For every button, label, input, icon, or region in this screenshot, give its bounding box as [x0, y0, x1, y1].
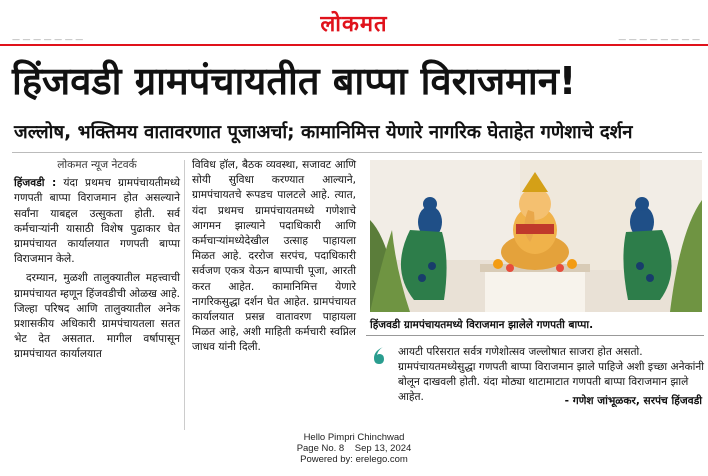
byline: लोकमत न्यूज नेटवर्क — [57, 159, 137, 171]
quote-author: - गणेश जांभूळकर, सरपंच हिंजवडी — [564, 395, 702, 407]
headline-divider — [12, 152, 702, 153]
footer-page-date: Page No. 8 Sep 13, 2024 — [296, 443, 412, 454]
column-2-text: विविध हॉल, बैठक व्यवस्था, सजावट आणि सोयी सुविधा करण्यात आल्याने, ग्रामपंचायतचे रूपडच पालटले आहे. त्यात, यंदा प्रथमच ग्रामपंचायतमध्ये गणेशाचे आगमन झाल्याने पदाधिकारी आणि कर्मचाऱ्यांमध्येदेखील उत्साह पाहायला मिळत आहे. दररोज सरपंच, पदाधिकारी सर्वजण एकत्र येऊन बाप्पाची पूजा, आरती करत आहेत. कामानिमित्त येणारे नागरिकसुद्धा दर्शन घेत आहेत. ग्रामपंचायत कार्यालयात प्रसन्न वातावरण पाहायला मिळत आहे, अशी माहिती कर्मचारी स्वप्निल जाधव यांनी दिली. — [192, 159, 356, 354]
dateline: हिंजवडी : — [14, 177, 57, 190]
article-headline: हिंजवडी ग्रामपंचायतीत बाप्पा विराजमान! — [12, 59, 577, 103]
column-divider — [184, 160, 185, 430]
article-column-2 — [192, 158, 356, 360]
ganesha-photo-illustration — [370, 160, 702, 312]
sarpanch-quote: आयटी परिसरात सर्वत्र गणेशोत्सव जल्लोषात साजरा होत असतो. ग्रामपंचायतमध्येसुद्धा गणपती बाप्पा विराजमान झाले पाहिजे अशी इच्छा अनेकांनी बोलून दाखवली होती. यंदा मोठ्या थाटामाटात गणपती बाप्पा विराजमान झाले आहेत. — [398, 346, 704, 403]
ganesha-photo — [370, 160, 702, 312]
caption-rule — [366, 335, 704, 336]
paragraph-1-text: यंदा प्रथमच ग्रामपंचायतीमध्ये गणपती बाप्पा विराजमान होत असल्याने सर्वांना याबद्दल उत्सुकता होती. सर्व कर्मचाऱ्यांनी यासाठी विशेष पुढाकार घेत ग्रामपंचायत कार्यालयात गणपती बाप्पा विराजमान केले. — [14, 177, 180, 266]
article-paragraph-2: दरम्यान, मुळशी तालुक्यातील महत्त्वाची ग्रामपंचायत म्हणून हिंजवडीची ओळख आहे. जिल्हा परिषद आणि तालुक्यातील अनेक प्रशासकीय अधिकारी ग्रामपंचायतला सतत भेट देत असतात. मागील वर्षापासून ग्रामपंचायत कार्यालयात — [14, 272, 180, 361]
masthead-cut-text-left: — — — — — — — — [12, 35, 84, 44]
article-paragraph-1 — [14, 176, 180, 267]
masthead-cut-text-right: — — — — — — — — — [618, 35, 700, 44]
article-column-1 — [14, 158, 180, 367]
masthead-rule — [0, 44, 708, 46]
quote-mark-icon — [372, 346, 386, 366]
photo-caption: हिंजवडी ग्रामपंचायतमध्ये विराजमान झालेले गणपती बाप्पा. — [370, 319, 594, 331]
article-subheadline: जल्लोष, भक्तिमय वातावरणात पूजाअर्चा; कामानिमित्त येणारे नागरिक घेताहेत गणेशाचे दर्शन — [14, 122, 633, 143]
footer-edition: Hello Pimpri Chinchwad — [303, 432, 405, 443]
page-footer — [0, 432, 708, 465]
masthead — [0, 0, 708, 46]
footer-powered-by: Powered by: erelego.com — [300, 454, 408, 465]
newspaper-logo: लोकमत — [320, 11, 388, 37]
